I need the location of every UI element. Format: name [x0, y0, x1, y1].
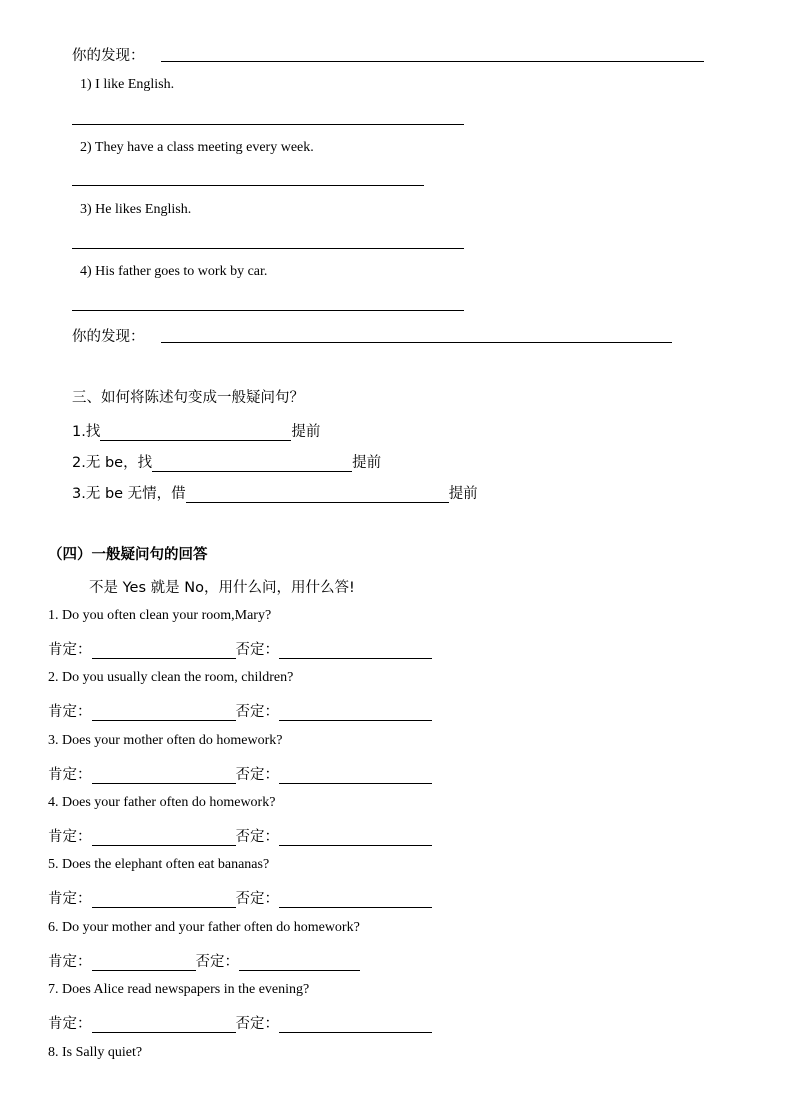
section4-title: （四）一般疑问句的回答 — [48, 547, 208, 563]
affirmative-blank-5[interactable] — [92, 892, 236, 908]
section3-step3 — [72, 482, 478, 503]
affirmative-blank-6[interactable] — [92, 955, 196, 971]
section3-title: 三、如何将陈述句变成一般疑问句？ — [72, 390, 304, 406]
step2-prefix: 2.无 be，找 — [72, 455, 153, 471]
negative-blank-7[interactable] — [279, 1017, 432, 1033]
answer-row-3 — [48, 763, 432, 784]
findings-label-1: 你的发现： — [72, 48, 145, 64]
negative-blank-6[interactable] — [239, 955, 360, 971]
findings-label-2: 你的发现： — [72, 329, 145, 345]
negative-label: 否定： — [235, 829, 279, 845]
sentence-3: 3) He likes English. — [80, 202, 192, 217]
negative-blank-5[interactable] — [279, 892, 432, 908]
negative-label: 否定： — [235, 704, 279, 720]
affirmative-blank-4[interactable] — [92, 830, 236, 846]
section3-step1 — [72, 420, 320, 441]
step3-prefix: 3.无 be 无情，借 — [72, 486, 186, 502]
question-8: 8. Is Sally quiet? — [48, 1045, 143, 1060]
section4-tip: 不是 Yes 就是 No，用什么问，用什么答! — [89, 580, 355, 596]
answer-row-6 — [48, 950, 360, 971]
negative-label: 否定： — [235, 1016, 279, 1032]
negative-blank-3[interactable] — [279, 768, 432, 784]
affirmative-label: 肯定： — [48, 891, 92, 907]
answer-row-2 — [48, 700, 432, 721]
step1-suffix: 提前 — [291, 424, 321, 440]
question-5: 5. Does the elephant often eat bananas? — [48, 857, 270, 872]
findings-blank-2[interactable] — [161, 342, 672, 343]
affirmative-blank-2[interactable] — [92, 705, 236, 721]
step3-blank[interactable] — [186, 487, 449, 503]
answer-row-5 — [48, 887, 432, 908]
question-6: 6. Do your mother and your father often do homework? — [48, 920, 360, 935]
question-3: 3. Does your mother often do homework? — [48, 733, 283, 748]
answer-blank-s2[interactable] — [72, 185, 424, 186]
answer-blank-s1[interactable] — [72, 124, 464, 125]
affirmative-blank-3[interactable] — [92, 768, 236, 784]
step3-suffix: 提前 — [448, 486, 478, 502]
step2-blank[interactable] — [152, 456, 352, 472]
sentence-2: 2) They have a class meeting every week. — [80, 140, 314, 155]
step2-suffix: 提前 — [352, 455, 382, 471]
answer-blank-s4[interactable] — [72, 310, 464, 311]
answer-row-4 — [48, 825, 432, 846]
affirmative-label: 肯定： — [48, 1016, 92, 1032]
negative-label: 否定： — [235, 767, 279, 783]
affirmative-label: 肯定： — [48, 829, 92, 845]
section3-step2 — [72, 451, 381, 472]
affirmative-label: 肯定： — [48, 767, 92, 783]
answer-row-7 — [48, 1012, 432, 1033]
step1-blank[interactable] — [100, 425, 291, 441]
negative-label: 否定： — [235, 642, 279, 658]
affirmative-label: 肯定： — [48, 642, 92, 658]
sentence-1: 1) I like English. — [80, 77, 175, 92]
affirmative-label: 肯定： — [48, 954, 92, 970]
answer-blank-s3[interactable] — [72, 248, 464, 249]
affirmative-blank-7[interactable] — [92, 1017, 236, 1033]
affirmative-blank-1[interactable] — [92, 643, 236, 659]
sentence-4: 4) His father goes to work by car. — [80, 264, 268, 279]
step1-prefix: 1.找 — [72, 424, 101, 440]
affirmative-label: 肯定： — [48, 704, 92, 720]
question-4: 4. Does your father often do homework? — [48, 795, 276, 810]
negative-blank-2[interactable] — [279, 705, 432, 721]
negative-label: 否定： — [235, 891, 279, 907]
answer-row-1 — [48, 638, 432, 659]
negative-label: 否定： — [195, 954, 239, 970]
question-1: 1. Do you often clean your room,Mary? — [48, 608, 272, 623]
negative-blank-1[interactable] — [279, 643, 432, 659]
question-7: 7. Does Alice read newspapers in the evening? — [48, 982, 310, 997]
negative-blank-4[interactable] — [279, 830, 432, 846]
question-2: 2. Do you usually clean the room, children? — [48, 670, 294, 685]
findings-blank-1[interactable] — [161, 61, 704, 62]
